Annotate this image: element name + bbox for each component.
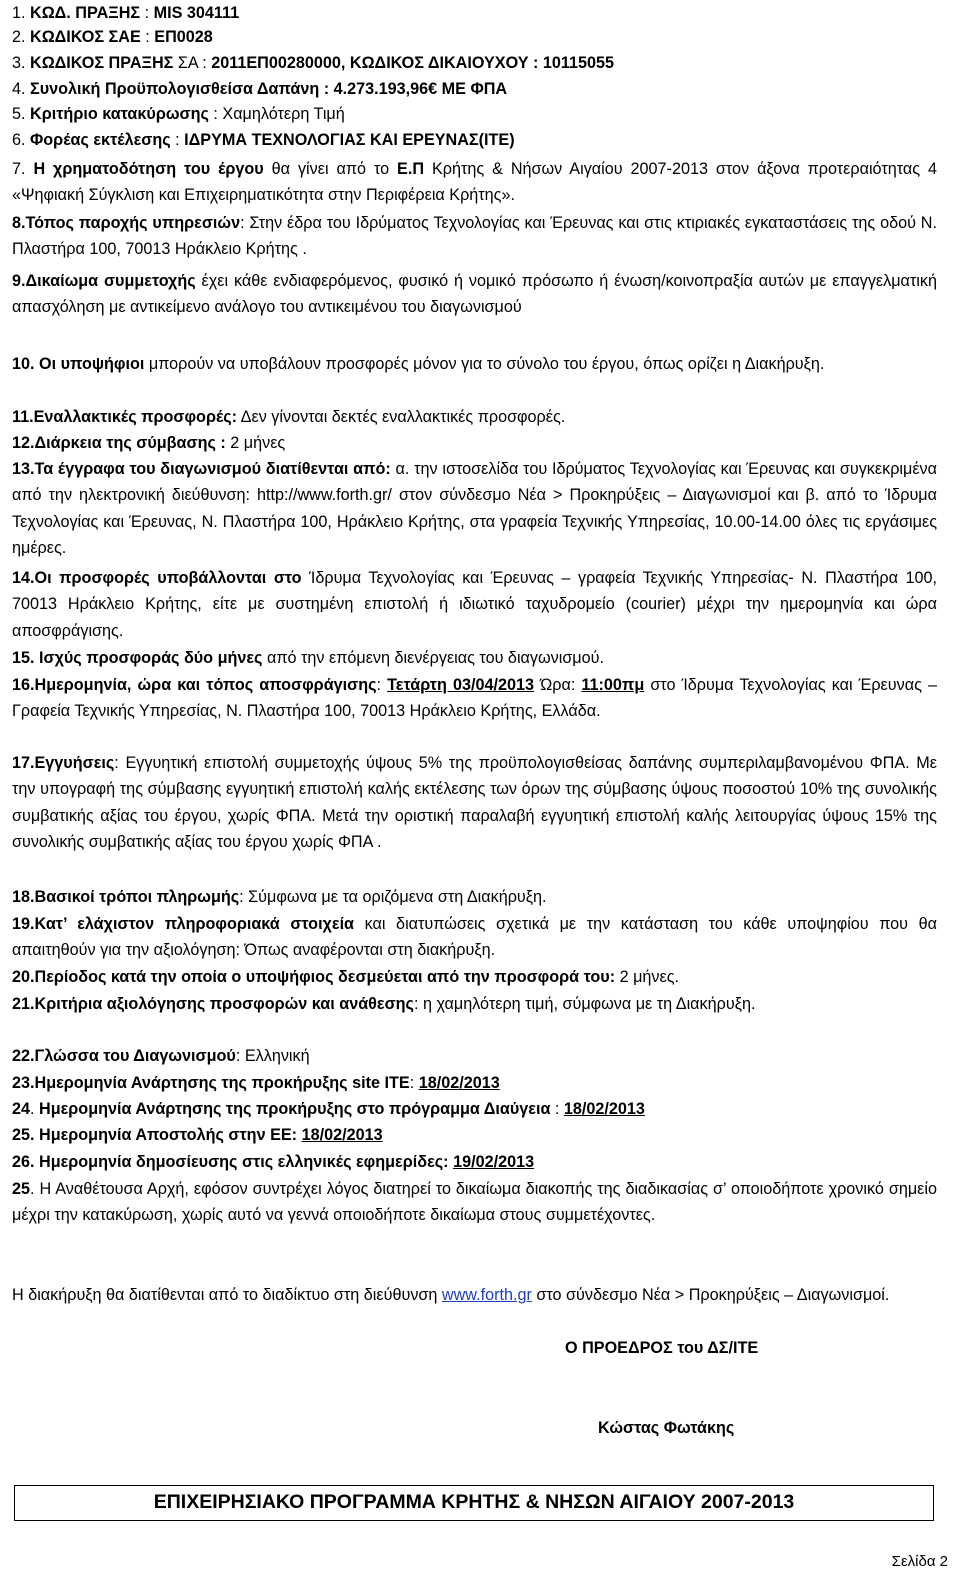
opening-date: Τετάρτη 03/04/2013 (387, 676, 534, 694)
item-18: 18.Βασικοί τρόποι πληρωμής: Σύμφωνα με τα οριζόμενα στη Διακήρυξη. (12, 888, 547, 906)
item-1: 1. ΚΩΔ. ΠΡΑΞΗΣ : MIS 304111 (12, 4, 240, 22)
item-4: 4. Συνολική Προϋπολογισθείσα Δαπάνη : 4.273.193,96€ ΜΕ ΦΠΑ (12, 80, 508, 98)
footer-banner: ΕΠΙΧΕΙΡΗΣΙΑΚΟ ΠΡΟΓΡΑΜΜΑ ΚΡΗΤΗΣ & ΝΗΣΩΝ ΑΙΓΑΙΟΥ 2007-2013 (14, 1485, 934, 1521)
item-13: 13.Τα έγγραφα του διαγωνισμού διατίθενται από: α. την ιστοσελίδα του Ιδρύματος Τεχνολογίας και Έρευνας και συγκεκριμένα από την ηλεκτρονική διεύθυνση: http://www.forth.gr/ στον σύνδεσμο Νέα > Προκηρύξεις – Διαγωνισμοί και β. από το Ίδρυμα Τεχνολογίας και Έρευνας, Ν. Πλαστήρα 100, Ηράκλειο Κρήτης, στα γραφεία Τεχνικής Υπηρεσίας, 10.00-14.00 όλες τις εργάσιμες ημέρες. (12, 460, 938, 557)
item-23: 23.Ημερομηνία Ανάρτησης της προκήρυξης site ΙΤΕ: 18/02/2013 (12, 1074, 500, 1092)
item-16: 16.Ημερομηνία, ώρα και τόπος αποσφράγισης: Τετάρτη 03/04/2013 Ώρα: 11:00πμ στο Ίδρυμα Τεχνολογίας και Έρευνας – Γραφεία Τεχνικής Υπηρεσίας, Ν. Πλαστήρα 100, 70013 Ηράκλειο Κρήτης, Ελλάδα. (12, 676, 937, 721)
item-12: 12.Διάρκεια της σύμβασης : 2 μήνες (12, 434, 286, 452)
page-number: Σελίδα 2 (891, 1553, 948, 1570)
item-9: 9.Δικαίωμα συμμετοχής έχει κάθε ενδιαφερόμενος, φυσικό ή νομικό πρόσωπο ή ένωση/κοινοπραξία αυτών με επαγγελματική απασχόληση με αντικείμενο ανάλογο του αντικειμένου του διαγωνισμού (12, 272, 937, 317)
item-21: 21.Κριτήρια αξιολόγησης προσφορών και ανάθεσης: η χαμηλότερη τιμή, σύμφωνα με τη Διακήρυξη. (12, 995, 756, 1013)
item-7: 7. Η χρηματοδότηση του έργου θα γίνει από το Ε.Π Κρήτης & Νήσων Αιγαίου 2007-2013 στον άξονα προτεραιότητας 4 «Ψηφιακή Σύγκλιση και Επιχειρηματικότητα στην Περιφέρεια Κρήτης». (12, 160, 937, 205)
item-24: 24. Ημερομηνία Ανάρτησης της προκήρυξης στο πρόγραμμα Διαύγεια : 18/02/2013 (12, 1100, 645, 1118)
item-6: 6. Φορέας εκτέλεσης : ΙΔΡΥΜΑ ΤΕΧΝΟΛΟΓΙΑΣ ΚΑΙ ΕΡΕΥΝΑΣ(ΙΤΕ) (12, 131, 515, 149)
signatory-name: Κώστας Φωτάκης (598, 1419, 735, 1437)
opening-time: 11:00πμ (581, 676, 645, 694)
item-25-interruption: 25. Η Αναθέτουσα Αρχή, εφόσον συντρέχει λόγος διατηρεί το δικαίωμα διακοπής της διαδικασίας σ’ οποιοδήποτε χρονικό σημείο μέχρι την κατακύρωση, χωρίς αυτό να γεννά οποιοδήποτε δικαίωμα στους συμμετέχοντες. (12, 1180, 937, 1225)
signatory-title: Ο ΠΡΟΕΔΡΟΣ του ΔΣ/ΙΤΕ (565, 1339, 759, 1357)
item-15: 15. Ισχύς προσφοράς δύο μήνες από την επόμενη διενέργειας του διαγωνισμού. (12, 649, 604, 667)
item-10: 10. Οι υποψήφιοι μπορούν να υποβάλουν προσφορές μόνον για το σύνολο του έργου, όπως ορίζει η Διακήρυξη. (12, 355, 825, 373)
item-17: 17.Εγγυήσεις: Εγγυητική επιστολή συμμετοχής ύψους 5% της προϋπολογισθείσας δαπάνης συμπεριλαμβανομένου ΦΠΑ. Με την υπογραφή της σύμβασης εγγυητική επιστολή καλής εκτέλεσης των όρων της σύμβασης ύψους ποσοστού 10% της συνολικής συμβατικής αξίας του έργου, χωρίς ΦΠΑ. Μετά την οριστική παραλαβή εγγυητική επιστολή καλής λειτουργίας ύψους 15% της συνολικής συμβατικής αξίας του έργου χωρίς ΦΠΑ . (12, 754, 937, 851)
item-14: 14.Οι προσφορές υποβάλλονται στο Ίδρυμα Τεχνολογίας και Έρευνας – γραφεία Τεχνικής Υπηρεσίας- Ν. Πλαστήρα 100, 70013 Ηράκλειο Κρήτης, είτε με συστημένη επιστολή ή ιδιωτικό ταχυδρομείο (courier) μέχρι την ημερομηνία και ώρα αποσφράγισης. (12, 569, 937, 640)
item-22: 22.Γλώσσα του Διαγωνισμού: Ελληνική (12, 1047, 310, 1065)
item-11: 11.Εναλλακτικές προσφορές: Δεν γίνονται δεκτές εναλλακτικές προσφορές. (12, 408, 566, 426)
item-26: 26. Ημερομηνία δημοσίευσης στις ελληνικές εφημερίδες: 19/02/2013 (12, 1153, 535, 1171)
item-2: 2. ΚΩΔΙΚΟΣ ΣΑΕ : ΕΠ0028 (12, 28, 213, 46)
item-20: 20.Περίοδος κατά την οποία ο υποψήφιος δεσμεύεται από την προσφορά του: 2 μήνες. (12, 968, 680, 986)
item-3: 3. ΚΩΔΙΚΟΣ ΠΡΑΞΗΣ ΣΑ : 2011ΕΠ00280000, ΚΩΔΙΚΟΣ ΔΙΚΑΙΟΥΧΟΥ : 10115055 (12, 54, 615, 72)
item-19: 19.Κατ’ ελάχιστον πληροφοριακά στοιχεία και διατυπώσεις σχετικά με την κατάσταση του κάθε υποψηφίου που θα απαιτηθούν για την αξιολόγηση: Όπως αναφέρονται στη διακήρυξη. (12, 915, 937, 960)
item-5: 5. Κριτήριο κατακύρωσης : Χαμηλότερη Τιμή (12, 105, 345, 123)
closing-paragraph: Η διακήρυξη θα διατίθενται από το διαδίκτυο στη διεύθυνση www.forth.gr στο σύνδεσμο Νέα > Προκηρύξεις – Διαγωνισμοί. (12, 1286, 890, 1304)
item-25-ee: 25. Ημερομηνία Αποστολής στην ΕΕ: 18/02/2013 (12, 1126, 383, 1144)
forth-link[interactable]: www.forth.gr (441, 1286, 532, 1304)
item-8: 8.Τόπος παροχής υπηρεσιών: Στην έδρα του Ιδρύματος Τεχνολογίας και Έρευνας και στις κτιριακές εγκαταστάσεις της οδού Ν. Πλαστήρα 100, 70013 Ηράκλειο Κρήτης . (12, 214, 937, 259)
